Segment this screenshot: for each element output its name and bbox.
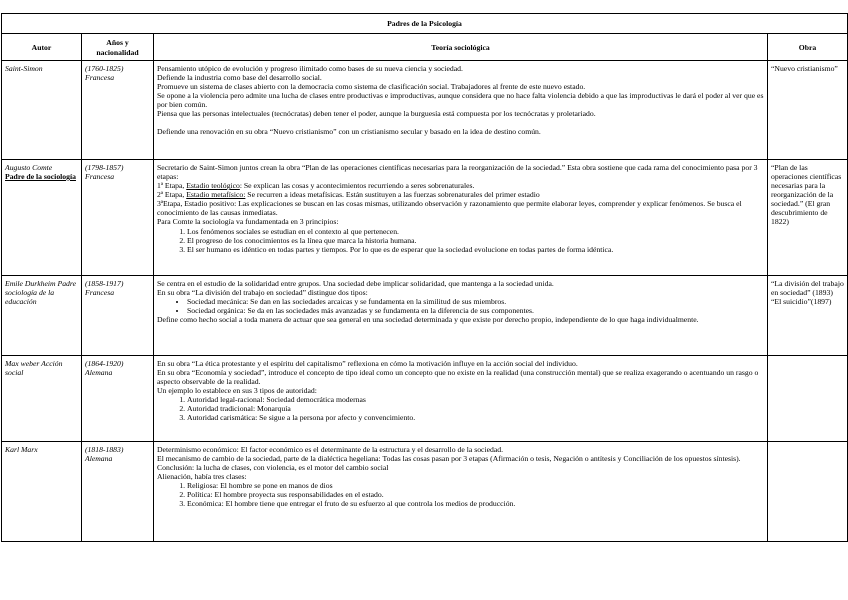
- list-item: 1. Los fenómenos sociales se estudian en el contexto al que pertenecen.: [187, 227, 764, 236]
- list-item: 3. Autoridad carismática: Se sigue a la persona por afecto y convencimiento.: [187, 413, 764, 422]
- list-item: 2. Política: El hombre proyecta sus responsabilidades en el estado.: [187, 490, 764, 499]
- author-cell: Karl Marx: [2, 442, 82, 542]
- work-cell: [768, 356, 848, 442]
- theory-line: Conclusión: la lucha de clases, con violencia, es el motor del cambio social: [157, 463, 389, 473]
- years: (1760-1825): [85, 64, 124, 73]
- theory-line: Se opone a la violencia pero admite una lucha de clases entre productivas e improductivas, aunque considera que no hace falta violencia debido a que las improductivas le dará el poder al ver que es por bien común.: [157, 91, 764, 110]
- authority-types-list: [157, 395, 764, 422]
- theory-line: Secretario de Saint-Simon juntos crean la obra “Plan de las operaciones científicas necesarias para la reorganización de la sociedad.” Esta obra sostiene que cada rama del conocimiento pasa por 3 etapas:: [157, 163, 758, 182]
- work-title: “El suicidio”(1897): [771, 297, 832, 307]
- table-row: [2, 276, 848, 356]
- stage-line: 3ªEtapa, Estadio positivo: Las explicaciones se buscan en las cosas mismas, utilizando observación y razonamiento que permite elaborar leyes, comprender y explicar fenómenos. Se busca el conocimiento de las causas inmediatas.: [157, 199, 742, 218]
- header-teoria: Teoría sociológica: [154, 34, 768, 61]
- years: (1818-1883): [85, 445, 124, 454]
- paragraph-gap: [157, 118, 764, 127]
- theory-line: Alienación, había tres clases:: [157, 472, 247, 482]
- nationality: Alemana: [85, 368, 113, 378]
- header-anios: Años y nacionalidad: [82, 34, 154, 61]
- theory-line: Piensa que las personas intelectuales (tecnócratas) deben tener el poder, aunque la burguesía está compuesta por los tecnócratas y proletariado.: [157, 109, 596, 119]
- theory-cell: [154, 61, 768, 160]
- theory-cell: [154, 160, 768, 276]
- work-cell: [768, 276, 848, 356]
- table-row: [2, 61, 848, 160]
- society-types-list: [157, 297, 764, 315]
- list-item: 2. Autoridad tradicional: Monarquía: [187, 404, 764, 413]
- theory-line: Promueve un sistema de clases abierto con la democracia como sistema de clasificación social. Trabajadores al frente de este nuevo estado.: [157, 82, 586, 92]
- nationality: Francesa: [85, 172, 115, 182]
- nationality: Francesa: [85, 288, 115, 298]
- header-autor: Autor: [2, 34, 82, 61]
- list-item: 3. Económica: El hombre tiene que entregar el fruto de su esfuerzo al que controla los medios de producción.: [187, 499, 764, 508]
- years-cell: [82, 160, 154, 276]
- theory-line: Se centra en el estudio de la solidaridad entre grupos. Una sociedad debe implicar solidaridad, que mantenga a la sociedad unida.: [157, 279, 554, 288]
- author-cell: Saint-Simon: [2, 61, 82, 160]
- author-subtitle: Padre de la sociología: [5, 172, 76, 182]
- theory-line: Determinismo económico: El factor económico es el determinante de la estructura y el desarrollo de la sociedad.: [157, 445, 504, 454]
- theory-line: Para Comte la sociología va fundamentada en 3 principios:: [157, 217, 339, 227]
- alienation-list: [157, 481, 764, 508]
- years-cell: [82, 276, 154, 356]
- theory-cell: [154, 442, 768, 542]
- table-title: Padres de la Psicología: [2, 14, 848, 34]
- theory-line: En su obra “La ética protestante y el espíritu del capitalismo” reflexiona en cómo la motivación influye en la acción social del individuo.: [157, 359, 578, 368]
- years-cell: [82, 61, 154, 160]
- theory-cell: [154, 276, 768, 356]
- theory-line: Defiende la industria como base del desarrollo social.: [157, 73, 322, 83]
- stage-line: [157, 181, 764, 190]
- author-cell: [2, 160, 82, 276]
- stage-text: Se recurren a ideas metafísicas. Están sustituyen a las fuerzas sobrenaturales del primer estadio: [245, 190, 540, 200]
- stage-name: Estadio teológico: [186, 181, 240, 191]
- theory-line: En su obra “Economía y sociedad”, introduce el concepto de tipo ideal como un concepto que no existe en la realidad (una construcción mental) que se realiza exagerando o acentuando un rasgo o aspecto observable de la realidad.: [157, 368, 759, 387]
- work-title: “La división del trabajo en sociedad” (1893): [771, 279, 844, 298]
- work-cell: [768, 442, 848, 542]
- table-row: [2, 160, 848, 276]
- header-obra: Obra: [768, 34, 848, 61]
- theory-cell: [154, 356, 768, 442]
- years-cell: [82, 356, 154, 442]
- stage-text: : Se explican las cosas y acontecimientos recurriendo a seres sobrenaturales.: [239, 181, 475, 191]
- years: (1864-1920): [85, 359, 124, 368]
- theory-line: Un ejemplo lo establece en sus 3 tipos de autoridad:: [157, 386, 317, 396]
- list-item: 1. Religiosa: El hombre se pone en manos de dios: [187, 481, 764, 490]
- list-item: 3. El ser humano es idéntico en todas partes y tiempos. Por lo que es de esperar que la sociedad evolucione en todas partes de forma idéntica.: [187, 245, 764, 254]
- theory-line: Pensamiento utópico de evolución y progreso ilimitado como bases de su nueva ciencia y sociedad.: [157, 64, 463, 73]
- author-cell: Max weber Acción social: [2, 356, 82, 442]
- author-cell: Emile Durkheim Padre sociología de la educación: [2, 276, 82, 356]
- theory-line: El mecanismo de cambio de la sociedad, parte de la dialéctica hegeliana: Todas las cosas pasan por 3 etapas (Afirmación o tesis, Negación o antítesis y Conciliación de los opuestos síntesis).: [157, 454, 741, 464]
- stage-line: [157, 190, 764, 199]
- list-item: • Sociedad mecánica: Se dan en las sociedades arcaicas y se fundamenta en la similitud de sus miembros.: [187, 297, 764, 306]
- nationality: Francesa: [85, 73, 115, 83]
- list-item: • Sociedad orgánica: Se da en las sociedades más avanzadas y se fundamenta en la diferencia de sus componentes.: [187, 306, 764, 315]
- theory-line: Define como hecho social a toda manera de actuar que sea general en una sociedad determinada y que existe por derecho propio, independiente de lo que haga individualmente.: [157, 315, 699, 325]
- table-row: [2, 356, 848, 442]
- years: (1798-1857): [85, 163, 124, 172]
- table-row: [2, 442, 848, 542]
- years-cell: [82, 442, 154, 542]
- psychology-fathers-table: [1, 13, 848, 542]
- principles-list: [157, 227, 764, 254]
- stage-prefix: 1ª Etapa,: [157, 181, 187, 191]
- theory-line: Defiende una renovación en su obra “Nuevo cristianismo” con un cristianismo secular y basado en la idea de destino común.: [157, 127, 541, 137]
- stage-prefix: 2ª Etapa,: [157, 190, 187, 200]
- theory-line: En su obra “La división del trabajo en sociedad” distingue dos tipos:: [157, 288, 368, 298]
- list-item: 1. Autoridad legal-racional: Sociedad democrática modernas: [187, 395, 764, 404]
- stage-name: Estadio metafísico:: [186, 190, 246, 200]
- years: (1858-1917): [85, 279, 124, 288]
- author-name: Augusto Comte: [5, 163, 53, 172]
- work-cell: “Nuevo cristianismo”: [768, 61, 848, 160]
- work-cell: “Plan de las operaciones científicas necesarias para la reorganización de la sociedad.” (El gran descubrimiento de 1822): [768, 160, 848, 276]
- nationality: Alemana: [85, 454, 113, 464]
- list-item: 2. El progreso de los conocimientos es la línea que marca la historia humana.: [187, 236, 764, 245]
